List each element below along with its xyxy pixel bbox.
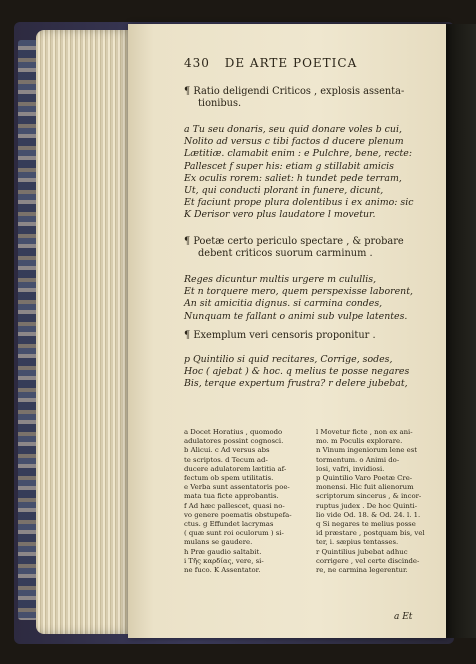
footnotes-left-column: a Docet Horatius , quomodo adulatores possint cognosci. b Alicui. c Ad versus abs te scriptos. d Tecum ad- ducere adulatorem lætitia af- fectum ob spem utilitatis. e Verba sunt assentatoris poe- mata tua ficte approbantis. f Ad hæc pallescet, quasi no- vo genere poematis obstupefa- ctus. g Effundet lacrymas ( quæ sunt roi oculorum ) si- mulans se gaudere. h Præ gaudio saltabit. i Τῆς καρδίας, vere, si- ne fuco. K Assentator. bbox=[184, 428, 292, 575]
book-page bbox=[128, 24, 446, 638]
section-heading-3: ¶ Exemplum veri censoris proponitur . bbox=[184, 330, 376, 341]
catchword: a Et bbox=[394, 612, 413, 622]
page-edges bbox=[36, 30, 132, 634]
verse-block-3: p Quintilio si quid recitares, Corrige, sodes, Hoc ( ajebat ) & hoc. q melius te posse negares Bis, terque expertum frustra? r delere jubebat, bbox=[184, 354, 410, 390]
page-number: 430 bbox=[184, 56, 210, 70]
footnotes-right-column: l Movetur ficte , non ex ani- mo. m Poculis explorare. n Vinum ingeniorum lene est tormentum. o Animi do- losi, vafri, invidiosi. p Quintilio Varo Poetæ Cre- monensi. Hic fuit alienorum scriptorum sincerus , & incor- ruptus judex . De hoc Quinti- lio vide Od. 18. & Od. 24. l. 1. q Si negares te melius posse id præstare , postquam bis, vel ter, i. sæpius tentasses. r Quintilius jubebat adhuc corrigere , vel certe discinde- re, ne carmina legerentur. bbox=[316, 428, 425, 575]
marbled-cover-edge bbox=[18, 40, 38, 620]
running-title: DE ARTE POETICA bbox=[224, 56, 358, 70]
section-heading-1: ¶ Ratio deligendi Criticos , explosis assenta- tionibus. bbox=[184, 86, 405, 110]
running-header bbox=[184, 56, 434, 70]
verse-block-1: a Tu seu donaris, seu quid donare voles b cui, Nolito ad versus c tibi factos d ducere plenum Lætitiæ. clamabit enim : e Pulchre, bene, recte: Pallescet f super his: etiam g stillabit amicis Ex oculis rorem: saliet: h tundet pede terram, Ut, qui conducti plorant in funere, dicunt, Et faciunt prope plura dolentibus i ex animo: sic K Derisor vero plus laudatore l movetur. bbox=[184, 124, 414, 221]
facing-page-edge bbox=[446, 24, 476, 638]
verse-block-2: Reges dicuntur multis urgere m culullis, Et n torquere mero, quem perspexisse laborent, An sit amicitia dignus. si carmina condes, Nunquam te fallant o animi sub vulpe latentes. bbox=[184, 274, 413, 322]
section-heading-2: ¶ Poetæ certo periculo spectare , & probare debent criticos suorum carminum . bbox=[184, 236, 404, 260]
